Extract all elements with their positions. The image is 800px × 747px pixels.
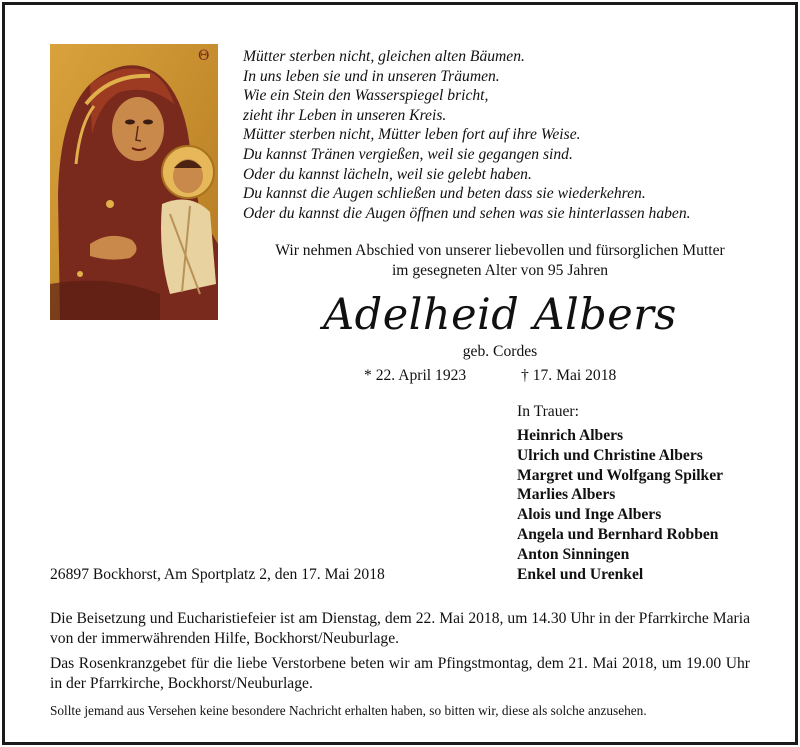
poem-line: zieht ihr Leben in unseren Kreis.	[243, 106, 447, 124]
maiden-name: geb. Cordes	[462, 343, 538, 360]
intro-line: Wir nehmen Abschied von unserer liebevollen und fürsorglichen Mutter	[275, 242, 725, 259]
mourners-label: In Trauer:	[517, 403, 579, 420]
poem-line: Du kannst die Augen schließen und beten dass sie wiederkehren.	[243, 185, 646, 203]
mourner-name: Margret und Wolfgang Spilker	[517, 466, 724, 484]
poem-line: Oder du kannst lächeln, weil sie gelebt haben.	[243, 165, 532, 183]
poem-line: Mütter sterben nicht, gleichen alten Bäumen.	[243, 48, 525, 65]
farewell-intro	[230, 241, 770, 280]
intro-line: im gesegneten Alter von 95 Jahren	[391, 261, 609, 279]
death-date: † 17. Mai 2018	[521, 367, 617, 384]
mourner-name: Alois und Inge Albers	[517, 506, 662, 524]
mourner-name: Marlies Albers	[517, 486, 616, 504]
madonna-icon-image	[50, 44, 218, 320]
mourner-name: Ulrich und Christine Albers	[517, 446, 703, 464]
mourners-list	[517, 426, 723, 584]
rosary-info: Das Rosenkranzgebet für die liebe Verstorbene beten wir am Pfingstmontag, dem 21. Mai 2018, um 19.00 Uhr in der Pfarrkirche, Bockhorst/Neuburlage.	[50, 655, 750, 692]
deceased-name: Adelheid Albers	[323, 290, 677, 340]
poem-line: Du kannst Tränen vergießen, weil sie gegangen sind.	[243, 145, 573, 163]
mourner-name: Anton Sinningen	[517, 545, 630, 563]
poem-line: Wie ein Stein den Wasserspiegel bricht,	[243, 87, 489, 105]
notice-footnote: Sollte jemand aus Versehen keine besondere Nachricht erhalten haben, so bitten wir, diese als solche anzusehen.	[50, 703, 647, 718]
poem-line: In uns leben sie und in unseren Träumen.	[243, 67, 500, 85]
mourner-name: Heinrich Albers	[517, 427, 624, 444]
birth-date: * 22. April 1923	[364, 367, 467, 384]
mourner-name: Enkel und Urenkel	[517, 565, 644, 583]
place-and-date: 26897 Bockhorst, Am Sportplatz 2, den 17. Mai 2018	[50, 566, 385, 583]
funeral-info: Die Beisetzung und Eucharistiefeier ist am Dienstag, dem 22. Mai 2018, um 14.30 Uhr in der Pfarrkirche Maria von der immerwährenden Hilfe, Bockhorst/Neuburlage.	[50, 610, 750, 647]
poem	[243, 47, 691, 223]
poem-line: Mütter sterben nicht, Mütter leben fort auf ihre Weise.	[243, 126, 581, 144]
mourner-name: Angela und Bernhard Robben	[517, 525, 719, 543]
icon-inscription: Θ	[198, 48, 210, 64]
poem-line: Oder du kannst die Augen öffnen und sehen was sie hinterlassen haben.	[243, 204, 691, 222]
